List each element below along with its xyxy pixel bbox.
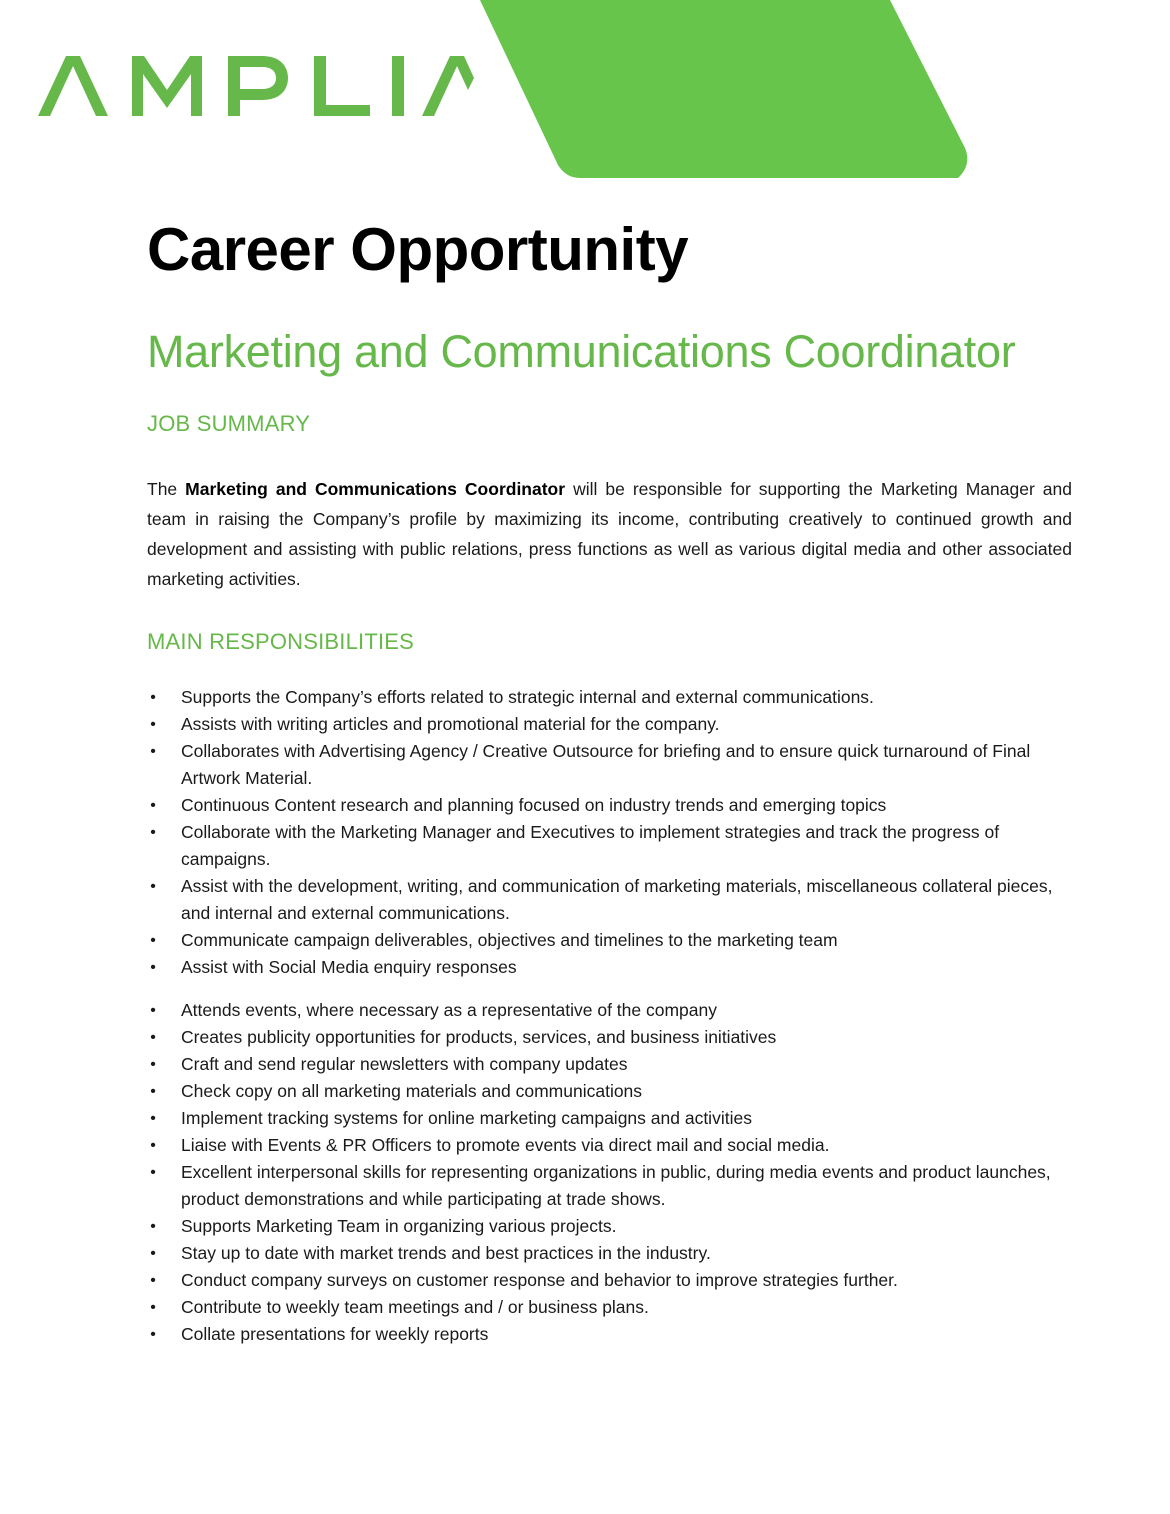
list-item: • Craft and send regular newsletters with company updates [147, 1051, 1072, 1078]
page-title: Career Opportunity [147, 216, 689, 283]
list-item: • Assist with the development, writing, and communication of marketing materials, miscellaneous collateral pieces, and internal and external communications. [147, 873, 1072, 927]
bullet-icon: • [150, 689, 156, 706]
header-green-shape [470, 0, 980, 190]
bullet-icon: • [150, 1245, 156, 1262]
list-item: • Attends events, where necessary as a representative of the company [147, 997, 1072, 1024]
bullet-icon: • [150, 959, 156, 976]
bullet-icon: • [150, 716, 156, 733]
bullet-icon: • [150, 797, 156, 814]
bullet-icon: • [150, 1056, 156, 1073]
job-title: Marketing and Communications Coordinator [147, 326, 1016, 377]
list-item: • Conduct company surveys on customer response and behavior to improve strategies further. [147, 1267, 1072, 1294]
list-item: • Creates publicity opportunities for products, services, and business initiatives [147, 1024, 1072, 1051]
bullet-icon: • [150, 1002, 156, 1019]
bullet-icon: • [150, 1137, 156, 1154]
bullet-icon: • [150, 1299, 156, 1316]
bullet-icon: • [150, 743, 156, 760]
responsibilities-list [147, 684, 1072, 1348]
document-content [147, 210, 1072, 1348]
bullet-icon: • [150, 1272, 156, 1289]
bullet-icon: • [150, 1029, 156, 1046]
bullet-icon: • [150, 824, 156, 841]
list-item: • Supports Marketing Team in organizing various projects. [147, 1213, 1072, 1240]
list-item: • Stay up to date with market trends and best practices in the industry. [147, 1240, 1072, 1267]
bullet-icon: • [150, 1164, 156, 1181]
bullet-icon: • [150, 1110, 156, 1127]
list-item: • Assist with Social Media enquiry responses [147, 954, 1072, 981]
bullet-icon: • [150, 1083, 156, 1100]
bullet-icon: • [150, 1326, 156, 1343]
job-summary-body: will be responsible for supporting the Marketing Manager and team in raising the Company’s profile by maximizing its income, contributing creatively to continued growth and development and assisting with public relations, press functions as well as various digital media and other associated marketing activities. [147, 479, 1072, 589]
list-item: • Collaborates with Advertising Agency / Creative Outsource for briefing and to ensure quick turnaround of Final Artwork Material. [147, 738, 1072, 792]
job-summary-text [147, 474, 1072, 594]
list-item: • Excellent interpersonal skills for representing organizations in public, during media events and product launches, product demonstrations and while participating at trade shows. [147, 1159, 1072, 1213]
list-item: • Supports the Company’s efforts related to strategic internal and external communications. [147, 684, 1072, 711]
list-item: • Collaborate with the Marketing Manager and Executives to implement strategies and track the progress of campaigns. [147, 819, 1072, 873]
bullet-icon: • [150, 932, 156, 949]
list-item: • Check copy on all marketing materials and communications [147, 1078, 1072, 1105]
list-item: • Implement tracking systems for online marketing campaigns and activities [147, 1105, 1072, 1132]
list-item: • Continuous Content research and planning focused on industry trends and emerging topics [147, 792, 1072, 819]
list-item: • Communicate campaign deliverables, objectives and timelines to the marketing team [147, 927, 1072, 954]
amplia-logo [36, 50, 476, 122]
job-summary-heading: JOB SUMMARY [147, 411, 311, 436]
bullet-icon: • [150, 1218, 156, 1235]
job-summary-intro: The [147, 479, 186, 499]
list-item: • Assists with writing articles and promotional material for the company. [147, 711, 1072, 738]
list-item: • Collate presentations for weekly reports [147, 1321, 1072, 1348]
main-responsibilities-heading: MAIN RESPONSIBILITIES [147, 629, 415, 654]
list-item: • Contribute to weekly team meetings and / or business plans. [147, 1294, 1072, 1321]
job-summary-role: Marketing and Communications Coordinator [185, 479, 566, 499]
bullet-icon: • [150, 878, 156, 895]
list-item: • Liaise with Events & PR Officers to promote events via direct mail and social media. [147, 1132, 1072, 1159]
